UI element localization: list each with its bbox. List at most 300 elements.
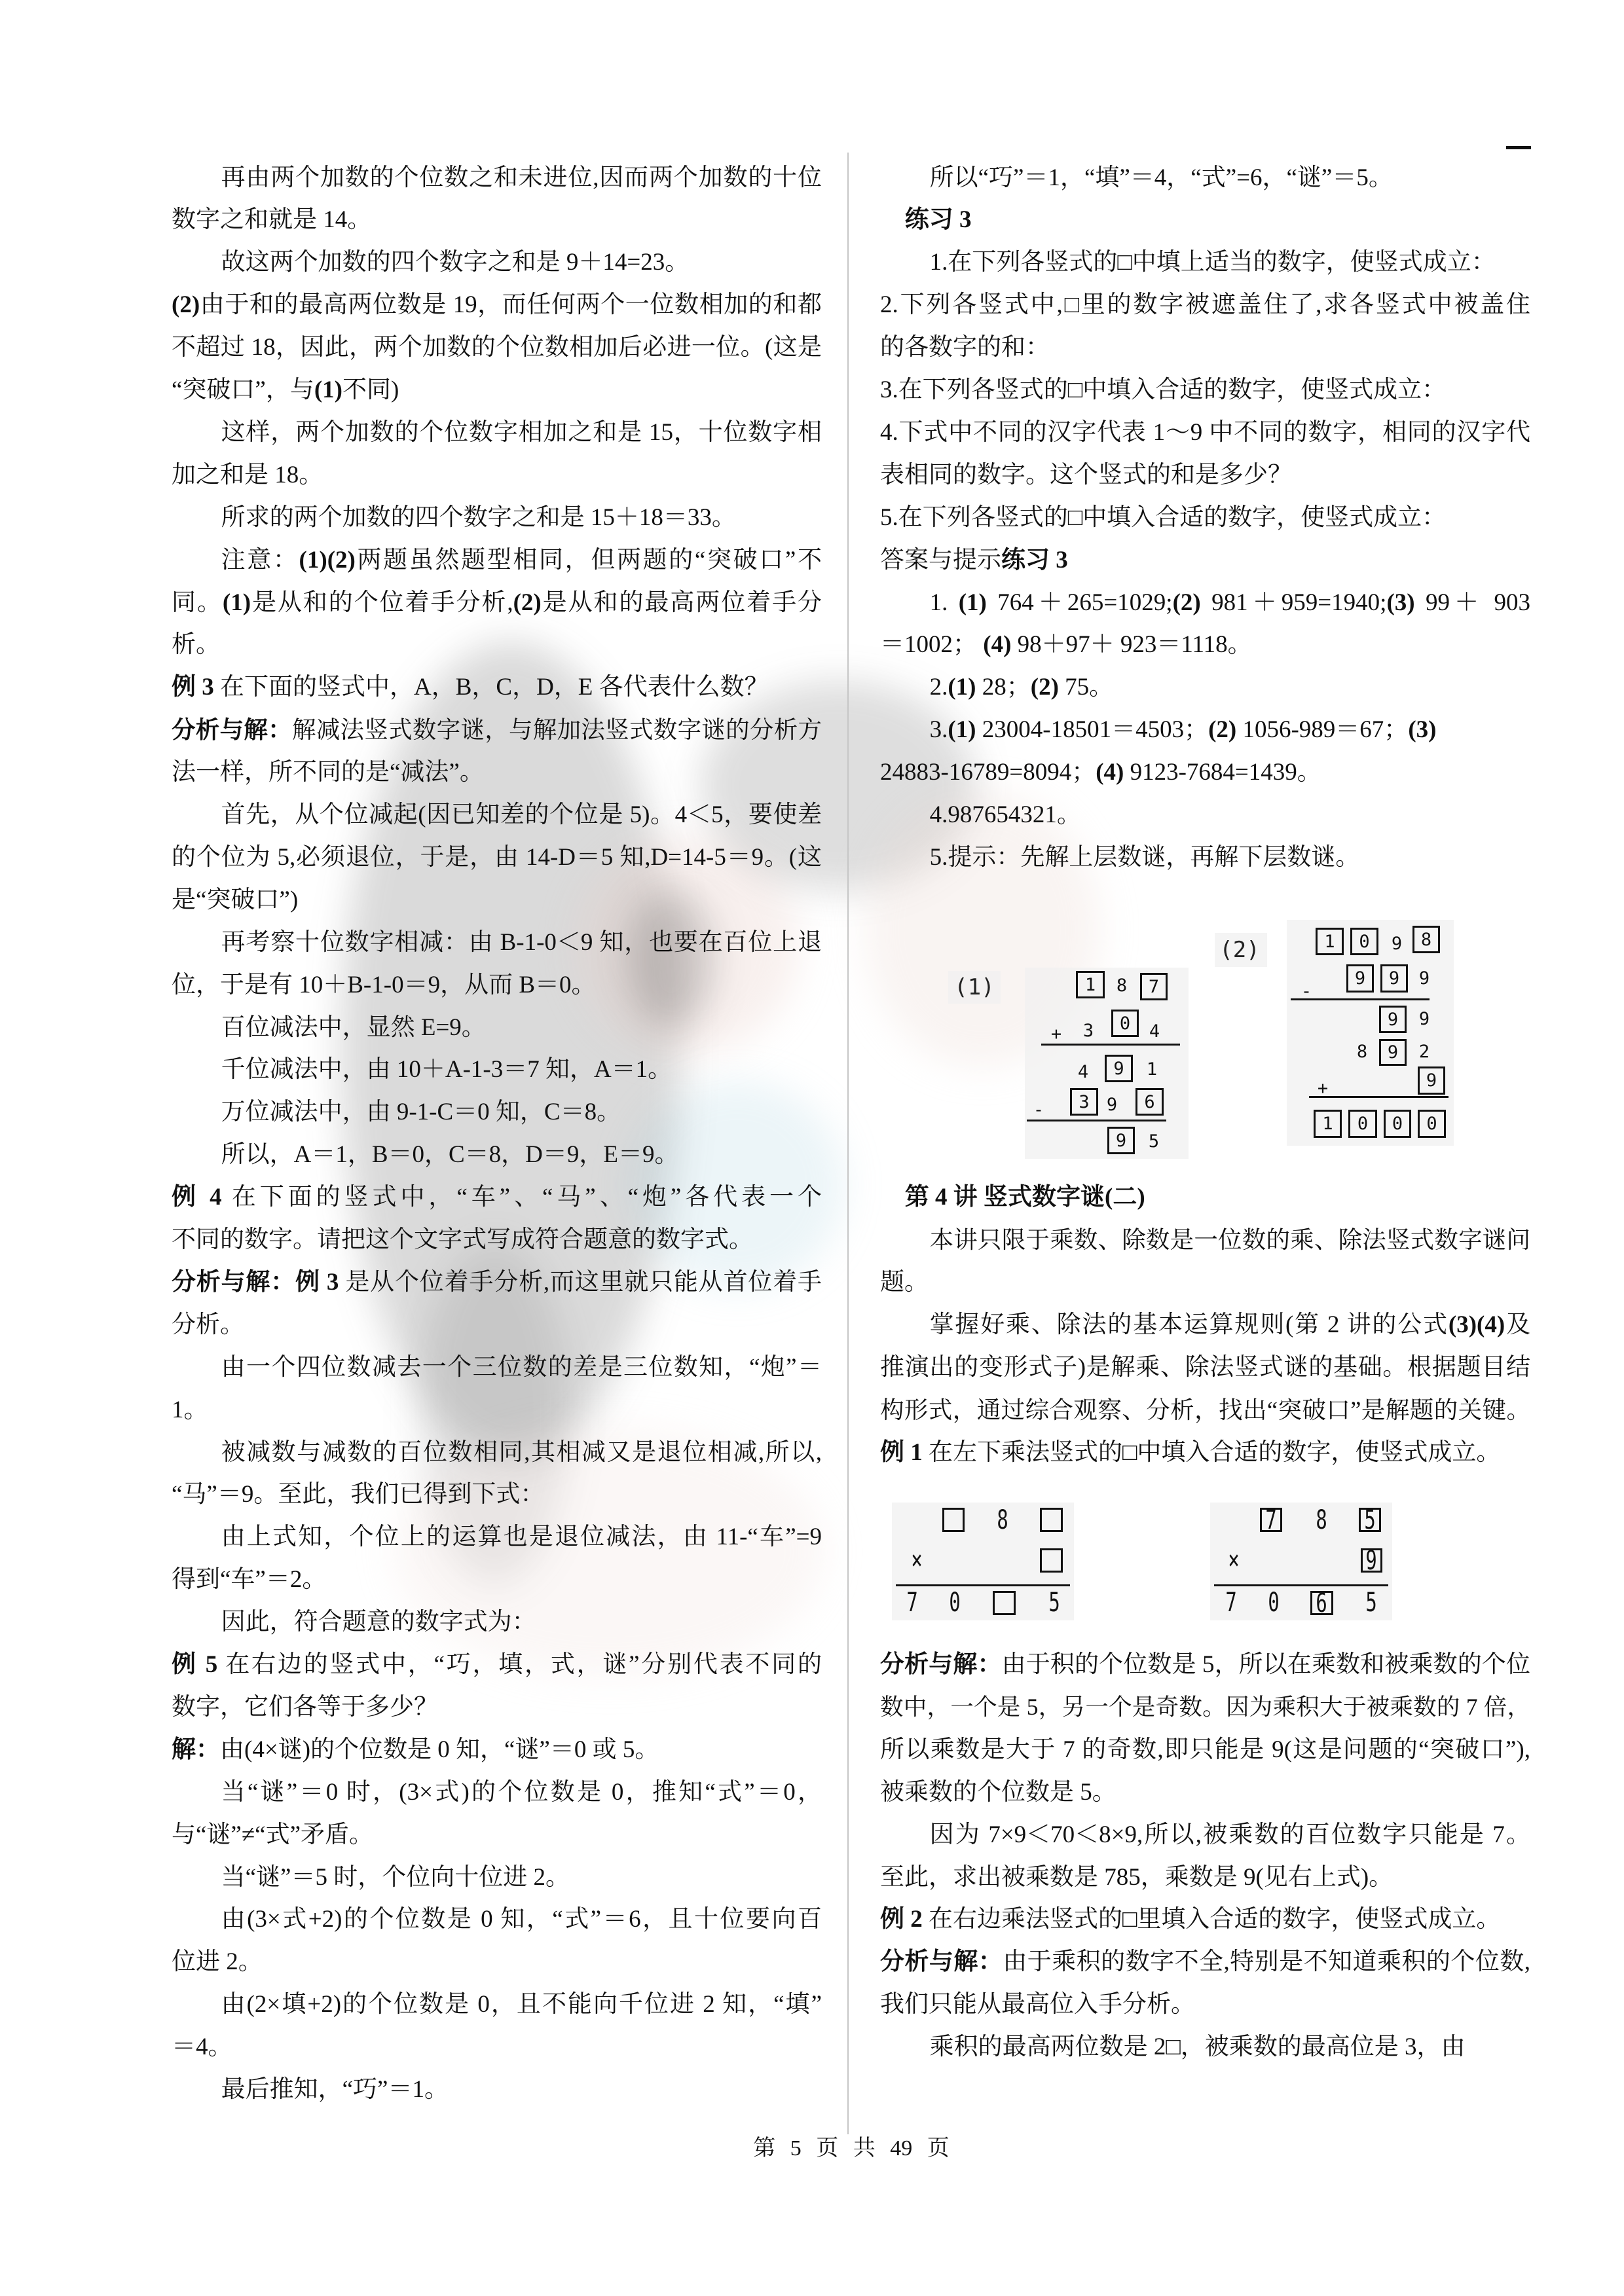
digit-text: 7 — [1148, 976, 1160, 997]
text-span: 由(3×式+2)的个位数是 0 知，“式”＝6，且十位要向百 — [221, 1906, 822, 1933]
text-span: 万位减法中，由 9-1-C＝0 知，C＝8。 — [221, 1099, 621, 1126]
text-line — [880, 623, 1530, 666]
digit — [1029, 1096, 1048, 1123]
text-span: 5.在下列各竖式的□中填入合适的数字，使竖式成立： — [880, 503, 1447, 531]
text-line — [880, 369, 1530, 411]
text-line — [172, 2068, 822, 2111]
text-line — [880, 581, 1530, 624]
digit-text: 1 — [1146, 1059, 1158, 1080]
digit-text: 5 — [1364, 1504, 1376, 1535]
text-span: 3. — [929, 716, 948, 744]
text-line — [172, 1261, 822, 1303]
bold-text: (4) — [983, 631, 1012, 659]
digit-box — [1140, 973, 1168, 1000]
text-line — [880, 496, 1530, 539]
text-line — [172, 1686, 822, 1728]
digit-box — [1316, 928, 1344, 955]
text-line — [172, 1048, 822, 1091]
digit-box — [1380, 964, 1408, 993]
digit-text: 7 — [1265, 1504, 1277, 1535]
text-line — [172, 1133, 822, 1176]
bold-text: 练习 3 — [904, 206, 972, 234]
text-line — [172, 836, 822, 879]
text-span: 4.987654321。 — [929, 801, 1081, 828]
digit-box — [1314, 1110, 1342, 1138]
text-line — [172, 879, 822, 921]
digit-text: 1 — [1324, 931, 1335, 952]
bold-text: (4) — [1096, 759, 1124, 786]
digit-box — [1348, 1110, 1377, 1138]
digit-text: 9 — [1354, 968, 1366, 989]
digit-box — [1260, 1504, 1282, 1535]
digit-box — [942, 1508, 965, 1532]
text-span: 1. — [929, 589, 959, 616]
text-line — [172, 1218, 822, 1261]
text-span: 与“谜”≠“式”矛盾。 — [172, 1821, 373, 1848]
bold-text: 例 2 — [880, 1906, 923, 1933]
digit-text: 8 — [1116, 975, 1128, 996]
text-span: 数中，一个是 5，另一个是奇数。因为乘积大于被乘数的 7 倍， — [880, 1693, 1530, 1720]
text-span: 由(4×谜)的个位数是 0 知，“谜”＝0 或 5。 — [220, 1736, 659, 1763]
bold-text: 例 1 — [880, 1438, 923, 1466]
text-span: 掌握好乘、除法的基本运算规则(第 2 讲的公式 — [929, 1311, 1449, 1338]
digit-text: 0 — [1357, 1114, 1369, 1134]
text-line — [880, 454, 1530, 496]
figure-label: (2) — [1219, 937, 1260, 963]
text-span: 法一样，所不同的是“减法”。 — [172, 759, 484, 786]
text-line — [172, 1558, 822, 1601]
text-span: 3.在下列各竖式的□中填入合适的数字，使竖式成立： — [880, 376, 1447, 403]
text-span: 不超过 18，因此，两个加数的个位数相加后必进一位。(这是 — [172, 334, 822, 361]
digit — [1073, 1058, 1093, 1085]
bold-text: (3)(4) — [1448, 1311, 1505, 1338]
digit-box — [1346, 964, 1374, 993]
text-span: 所以“巧”＝1，“填”＝4，“式”=6，“谜”＝5。 — [929, 164, 1393, 191]
text-line — [880, 1176, 1530, 1218]
text-span: 1。 — [172, 1396, 208, 1423]
digit-text: 6 — [1144, 1091, 1155, 1112]
text-span: 至此，求出被乘数是 785，乘数是 9(见右上式)。 — [880, 1863, 1393, 1891]
digit-text: 8 — [997, 1505, 1008, 1535]
text-line — [880, 326, 1530, 369]
bold-text: 例 5 — [172, 1651, 218, 1678]
text-line — [172, 241, 822, 283]
text-line — [172, 1389, 822, 1431]
text-span: 析。 — [172, 631, 220, 659]
text-line — [880, 156, 1530, 199]
digit-text: 0 — [1359, 931, 1370, 952]
digit-box — [993, 1591, 1016, 1615]
digit-box — [1418, 1110, 1446, 1138]
text-span: 在下面的竖式中，A，B，C，D，E 各代表什么数？ — [213, 674, 769, 701]
bold-text: 分析与解： — [172, 716, 292, 744]
digit-box — [1310, 1588, 1333, 1618]
text-span: 23004-18501＝4503； — [976, 716, 1209, 744]
text-span: 再由两个加数的个位数之和未进位,因而两个加数的十位 — [221, 164, 822, 191]
text-span: 因此，符合题意的数字式为： — [221, 1609, 536, 1636]
text-span: 764＋265=1029; — [986, 589, 1173, 616]
text-line — [172, 1006, 822, 1049]
text-span: 不同) — [342, 376, 399, 403]
text-span: 在右边的竖式中，“巧，填，式，谜”分别代表不同的 — [217, 1651, 822, 1678]
text-span: 9123-7684=1439。 — [1124, 759, 1321, 786]
digit-box — [1359, 1504, 1381, 1535]
text-line — [172, 156, 822, 199]
digit — [1112, 972, 1132, 999]
digit-text: 9 — [1418, 1008, 1430, 1029]
bold-text: (2) — [1172, 589, 1201, 616]
text-span: 加之和是 18。 — [172, 461, 323, 488]
digit — [1414, 1038, 1434, 1065]
bold-text: 例 3 — [172, 674, 214, 701]
bold-text: (3) — [1408, 716, 1437, 744]
text-span: 两题虽然题型相同，但两题的“突破口”不 — [355, 546, 822, 574]
text-line — [172, 751, 822, 793]
text-span: 故这两个加数的四个数字之和是 9＋14=23。 — [221, 249, 690, 276]
text-span: 因为 7×9＜70＜8×9,所以,被乘数的百位数字只能是 7。 — [929, 1821, 1530, 1848]
text-span: 位进 2。 — [172, 1948, 263, 1976]
digit-box — [1040, 1508, 1063, 1532]
text-span: 5.提示：先解上层数谜，再解下层数谜。 — [929, 843, 1360, 871]
digit-text: × — [1228, 1545, 1240, 1575]
digit-box — [1350, 928, 1378, 955]
text-line — [880, 2026, 1530, 2068]
text-line — [172, 198, 822, 241]
text-span: 构形式，通过综合观察、分析，找出“突破口”是解题的关键。 — [880, 1396, 1530, 1423]
digit-box — [1361, 1545, 1382, 1576]
text-span: 由(2×填+2)的个位数是 0，且不能向千位进 2 知，“填” — [221, 1991, 822, 2018]
text-line — [172, 2026, 822, 2068]
digit-text: 9 — [1426, 1070, 1437, 1091]
digit-text: 9 — [1365, 1545, 1378, 1576]
digit-text: 0 — [1392, 1114, 1403, 1134]
text-span: 同。 — [172, 589, 223, 616]
digit-text: 4 — [1149, 1021, 1160, 1042]
text-span: 的各数字的和： — [880, 334, 1050, 361]
digit — [993, 1506, 1012, 1535]
text-line — [172, 1346, 822, 1389]
text-span: 不同的数字。请把这个文字式写成符合题意的数字式。 — [172, 1226, 753, 1253]
digit-text: 8 — [1420, 929, 1432, 950]
text-span: 最后推知，“巧”＝1。 — [221, 2076, 449, 2103]
text-span: 由于乘积的数字不全,特别是不知道乘积的个位数, — [1003, 1948, 1531, 1976]
text-span: 98＋97＋ 923＝1118。 — [1011, 631, 1252, 659]
text-span: 所求的两个加数的四个数字之和是 15＋18＝33。 — [221, 503, 736, 531]
digit-text: 8 — [1356, 1041, 1368, 1062]
digit-text: 2 — [1418, 1041, 1430, 1062]
digit-text: 3 — [1079, 1091, 1090, 1112]
text-line — [880, 1856, 1530, 1899]
text-span: 28； — [976, 674, 1031, 701]
digit — [1102, 1091, 1122, 1118]
text-span: 首先，从个位减起(因已知差的个位是 5)。4＜5，要使差 — [221, 801, 822, 828]
digit-text: 9 — [1387, 1009, 1399, 1030]
text-line — [172, 1898, 822, 1941]
text-span: 是“突破口”) — [172, 886, 299, 913]
text-span: 在右边乘法竖式的□里填入合适的数字，使竖式成立。 — [922, 1906, 1501, 1933]
digit — [1312, 1506, 1331, 1535]
bold-text: 分析与解： — [880, 1651, 1002, 1678]
text-span: 数字之和就是 14。 — [172, 206, 372, 234]
text-span: ＝1002； — [880, 631, 984, 659]
text-span: ＝4。 — [172, 2033, 232, 2061]
text-span: 当“谜”＝5 时，个位向十位进 2。 — [221, 1863, 570, 1891]
text-line — [172, 1176, 822, 1218]
bold-text: 分析与解： — [880, 1948, 1003, 1976]
bold-text: (1) — [948, 674, 976, 701]
text-span: “马”＝9。至此，我们已得到下式： — [172, 1481, 545, 1508]
text-line — [172, 496, 822, 539]
sum-line — [1214, 1584, 1388, 1586]
text-span: 分析。 — [172, 1311, 244, 1338]
digit — [1142, 1055, 1162, 1083]
bold-text: 分析与解：例 3 — [172, 1268, 339, 1296]
text-line — [880, 1983, 1530, 2026]
text-line — [172, 283, 822, 326]
page-footer: 第 5 页 共 49 页 — [753, 2136, 950, 2160]
digit-text: 6 — [1316, 1588, 1328, 1618]
bold-text: (2) — [1030, 674, 1059, 701]
digit-text: 0 — [1268, 1588, 1280, 1618]
text-line — [172, 1941, 822, 1983]
digit — [1044, 1588, 1064, 1617]
digit — [1297, 977, 1316, 1005]
digit-text: × — [911, 1545, 923, 1575]
digit-text: 0 — [1426, 1114, 1437, 1134]
text-line — [880, 1813, 1530, 1856]
digit-text: 9 — [1113, 1058, 1124, 1079]
text-line — [880, 1303, 1530, 1346]
digit — [1387, 930, 1407, 957]
text-line — [172, 1643, 822, 1686]
text-line — [880, 708, 1530, 751]
text-span: 位，于是有 10＋B-1-0＝9，从而 B＝0。 — [172, 971, 596, 998]
digit-text: 9 — [1391, 933, 1403, 954]
digit-text: - — [1033, 1099, 1044, 1120]
digit-text: 9 — [1387, 1042, 1399, 1063]
digit-text: 0 — [1119, 1013, 1131, 1034]
digit — [1361, 1588, 1381, 1617]
digit — [902, 1588, 922, 1617]
text-span: 所以，A＝1，B＝0，C＝8，D＝9，E＝9。 — [221, 1141, 679, 1169]
text-span: 是从个位着手分析,而这里就只能从首位着手 — [339, 1268, 822, 1296]
text-line — [880, 1346, 1530, 1389]
digit-text: 0 — [949, 1588, 961, 1618]
text-line — [880, 666, 1530, 708]
text-span: 百位减法中，显然 E=9。 — [221, 1013, 486, 1041]
text-span: 千位减法中，由 10＋A-1-3＝7 知，A＝1。 — [221, 1056, 673, 1084]
text-span: “突破口”，与 — [172, 376, 314, 403]
text-span: 是从和的最高两位着手分 — [541, 589, 822, 616]
digit-text: + — [1050, 1023, 1062, 1044]
text-line — [880, 751, 1530, 793]
column-divider — [847, 153, 849, 2134]
digit-box — [1412, 926, 1440, 953]
digit — [1079, 1017, 1098, 1044]
digit — [1414, 964, 1434, 992]
text-span: 在左下乘法竖式的□中填入合适的数字，使竖式成立。 — [922, 1438, 1501, 1466]
digit-text: 7 — [906, 1588, 918, 1618]
digit-text: 9 — [1388, 968, 1400, 989]
text-line — [172, 1473, 822, 1516]
digit-box — [1070, 1088, 1098, 1116]
text-span: 再考察十位数字相减：由 B-1-0＜9 知，也要在百位上退 — [221, 928, 822, 956]
digit-text: - — [1301, 981, 1312, 1002]
text-line — [880, 283, 1530, 326]
digit — [1313, 1074, 1333, 1102]
digit-text: 5 — [1365, 1588, 1377, 1618]
text-span: 由一个四位数减去一个三位数的差是三位数知，“炮”＝ — [221, 1353, 822, 1381]
bold-text: (1) — [948, 716, 976, 744]
text-line — [880, 198, 1530, 241]
text-span: 的个位为 5,必须退位，于是，由 14-D＝5 知,D=14-5＝9。(这 — [172, 843, 822, 871]
text-span: 2.下列各竖式中,□里的数字被遮盖住了,求各竖式中被盖住 — [880, 291, 1530, 319]
text-line — [880, 539, 1530, 581]
bold-text: (2) — [1208, 716, 1237, 744]
text-span: 981＋959=1940; — [1200, 589, 1387, 616]
bold-text: 例 4 — [172, 1184, 222, 1211]
text-line — [172, 1728, 822, 1771]
digit-text: 5 — [1148, 1131, 1160, 1152]
text-span: 1.在下列各竖式的□中填上适当的数字，使竖式成立： — [929, 249, 1496, 276]
text-line — [172, 666, 822, 708]
text-line — [880, 411, 1530, 454]
digit-text: 4 — [1077, 1061, 1089, 1082]
text-line — [172, 921, 822, 964]
sum-line — [896, 1584, 1070, 1586]
digit-box — [1105, 1055, 1133, 1082]
digit-box — [1107, 1127, 1135, 1154]
text-line — [172, 1303, 822, 1346]
text-line — [880, 1218, 1530, 1261]
digit-text: 1 — [1322, 1114, 1333, 1134]
digit-box — [1076, 971, 1105, 998]
text-span: 及 — [1505, 1311, 1531, 1338]
text-line — [172, 326, 822, 369]
bold-text: 练习 3 — [1001, 546, 1068, 574]
text-span: 4.下式中不同的汉字代表 1～9 中不同的数字，相同的汉字代 — [880, 418, 1530, 446]
text-line — [880, 1431, 1530, 1474]
digit-box — [1379, 1039, 1407, 1066]
text-span: 这样，两个加数的个位数字相加之和是 15，十位数字相 — [221, 418, 822, 446]
text-line — [172, 623, 822, 666]
bold-text: (1) — [958, 589, 987, 616]
digit-text: + — [1317, 1078, 1329, 1099]
digit — [1414, 1005, 1434, 1032]
text-span: 是从和的个位着手分析, — [251, 589, 513, 616]
digit-box — [1418, 1066, 1445, 1095]
text-line — [880, 1389, 1530, 1431]
text-span: 2. — [929, 674, 948, 701]
digit-box — [1379, 1006, 1407, 1033]
digit-text: 8 — [1316, 1505, 1327, 1535]
text-line — [880, 1898, 1530, 1941]
text-span: 推演出的变形式子)是解乘、除法竖式谜的基础。根据题目结 — [880, 1353, 1530, 1381]
text-line — [172, 1813, 822, 1856]
bold-text: 解： — [172, 1736, 220, 1763]
text-line — [172, 708, 822, 751]
text-line — [172, 1091, 822, 1133]
digit — [1224, 1546, 1244, 1575]
digit — [1145, 1017, 1164, 1045]
digit-text: 9 — [1418, 968, 1430, 989]
digit — [907, 1546, 927, 1575]
digit — [1264, 1588, 1283, 1617]
text-span: 题。 — [880, 1268, 929, 1296]
text-line — [880, 1771, 1530, 1813]
digit-text: 7 — [1225, 1588, 1237, 1618]
digit-box — [1040, 1548, 1063, 1573]
bold-text: (1)(2) — [299, 546, 356, 574]
text-line — [172, 411, 822, 454]
text-line — [172, 793, 822, 836]
text-line — [172, 454, 822, 496]
right-column — [880, 0, 1530, 2296]
text-line — [880, 793, 1530, 836]
text-line — [172, 1983, 822, 2026]
digit — [1221, 1588, 1241, 1617]
left-column — [172, 0, 822, 2296]
text-span: 解减法竖式数字谜，与解加法竖式数字谜的分析方 — [291, 716, 822, 744]
text-line — [880, 1728, 1530, 1771]
text-span: 由于积的个位数是 5，所以在乘数和被乘数的个位 — [1001, 1651, 1531, 1678]
bold-text: (1) — [314, 376, 343, 403]
text-line — [172, 1601, 822, 1643]
text-span: 表相同的数字。这个竖式的和是多少？ — [880, 461, 1292, 488]
digit-text: 9 — [1106, 1094, 1118, 1115]
text-span: 我们只能从最高位入手分析。 — [880, 1991, 1195, 2018]
text-line — [172, 539, 822, 581]
bold-text: (1) — [222, 589, 251, 616]
text-span: 由于和的最高两位数是 19，而任何两个一位数相加的和都 — [200, 291, 822, 319]
text-span: 被减数与减数的百位数相同,其相减又是退位相减,所以, — [221, 1438, 822, 1466]
digit-box — [1384, 1110, 1411, 1138]
text-line — [880, 1261, 1530, 1303]
text-line — [172, 581, 822, 624]
digit — [945, 1588, 965, 1617]
digit — [1352, 1038, 1372, 1065]
text-line — [172, 369, 822, 411]
text-span: 答案与提示 — [880, 546, 1001, 574]
text-span: 数字，它们各等于多少？ — [172, 1693, 438, 1721]
bold-text: (3) — [1386, 589, 1415, 616]
text-span: 得到“车”＝2。 — [172, 1566, 327, 1594]
text-span: 由上式知，个位上的运算也是退位减法，由 11-“车”=9 — [221, 1523, 822, 1551]
text-span: 被乘数的个位数是 5。 — [880, 1778, 1116, 1806]
text-line — [172, 1431, 822, 1474]
text-span: 当“谜”＝0 时，(3×式)的个位数是 0，推知“式”＝0， — [221, 1778, 822, 1806]
text-span: 99＋ 903 — [1414, 589, 1531, 616]
text-span: 所以乘数是大于 7 的奇数,即只能是 9(这是问题的“突破口”), — [880, 1736, 1530, 1763]
bold-text: 第 4 讲 竖式数字谜(二) — [904, 1184, 1145, 1211]
digit — [1046, 1020, 1066, 1048]
text-span: 本讲只限于乘数、除数是一位数的乘、除法竖式数字谜问 — [929, 1226, 1530, 1253]
bold-text: (2) — [513, 589, 542, 616]
bold-text: (2) — [172, 291, 200, 319]
digit-text: 1 — [1084, 974, 1096, 995]
digit-text: 3 — [1082, 1020, 1094, 1041]
digit — [1144, 1127, 1164, 1155]
text-span: 1056-989＝67； — [1236, 716, 1409, 744]
digit-box — [1135, 1088, 1164, 1116]
text-line — [880, 836, 1530, 879]
text-span: 乘积的最高两位数是 2□，被乘数的最高位是 3，由 — [929, 2033, 1466, 2061]
text-line — [880, 1643, 1530, 1686]
text-span: 75。 — [1058, 674, 1114, 701]
digit-text: 5 — [1048, 1588, 1060, 1618]
digit-text: 9 — [1115, 1130, 1127, 1151]
text-span: 24883-16789=8094； — [880, 759, 1096, 786]
